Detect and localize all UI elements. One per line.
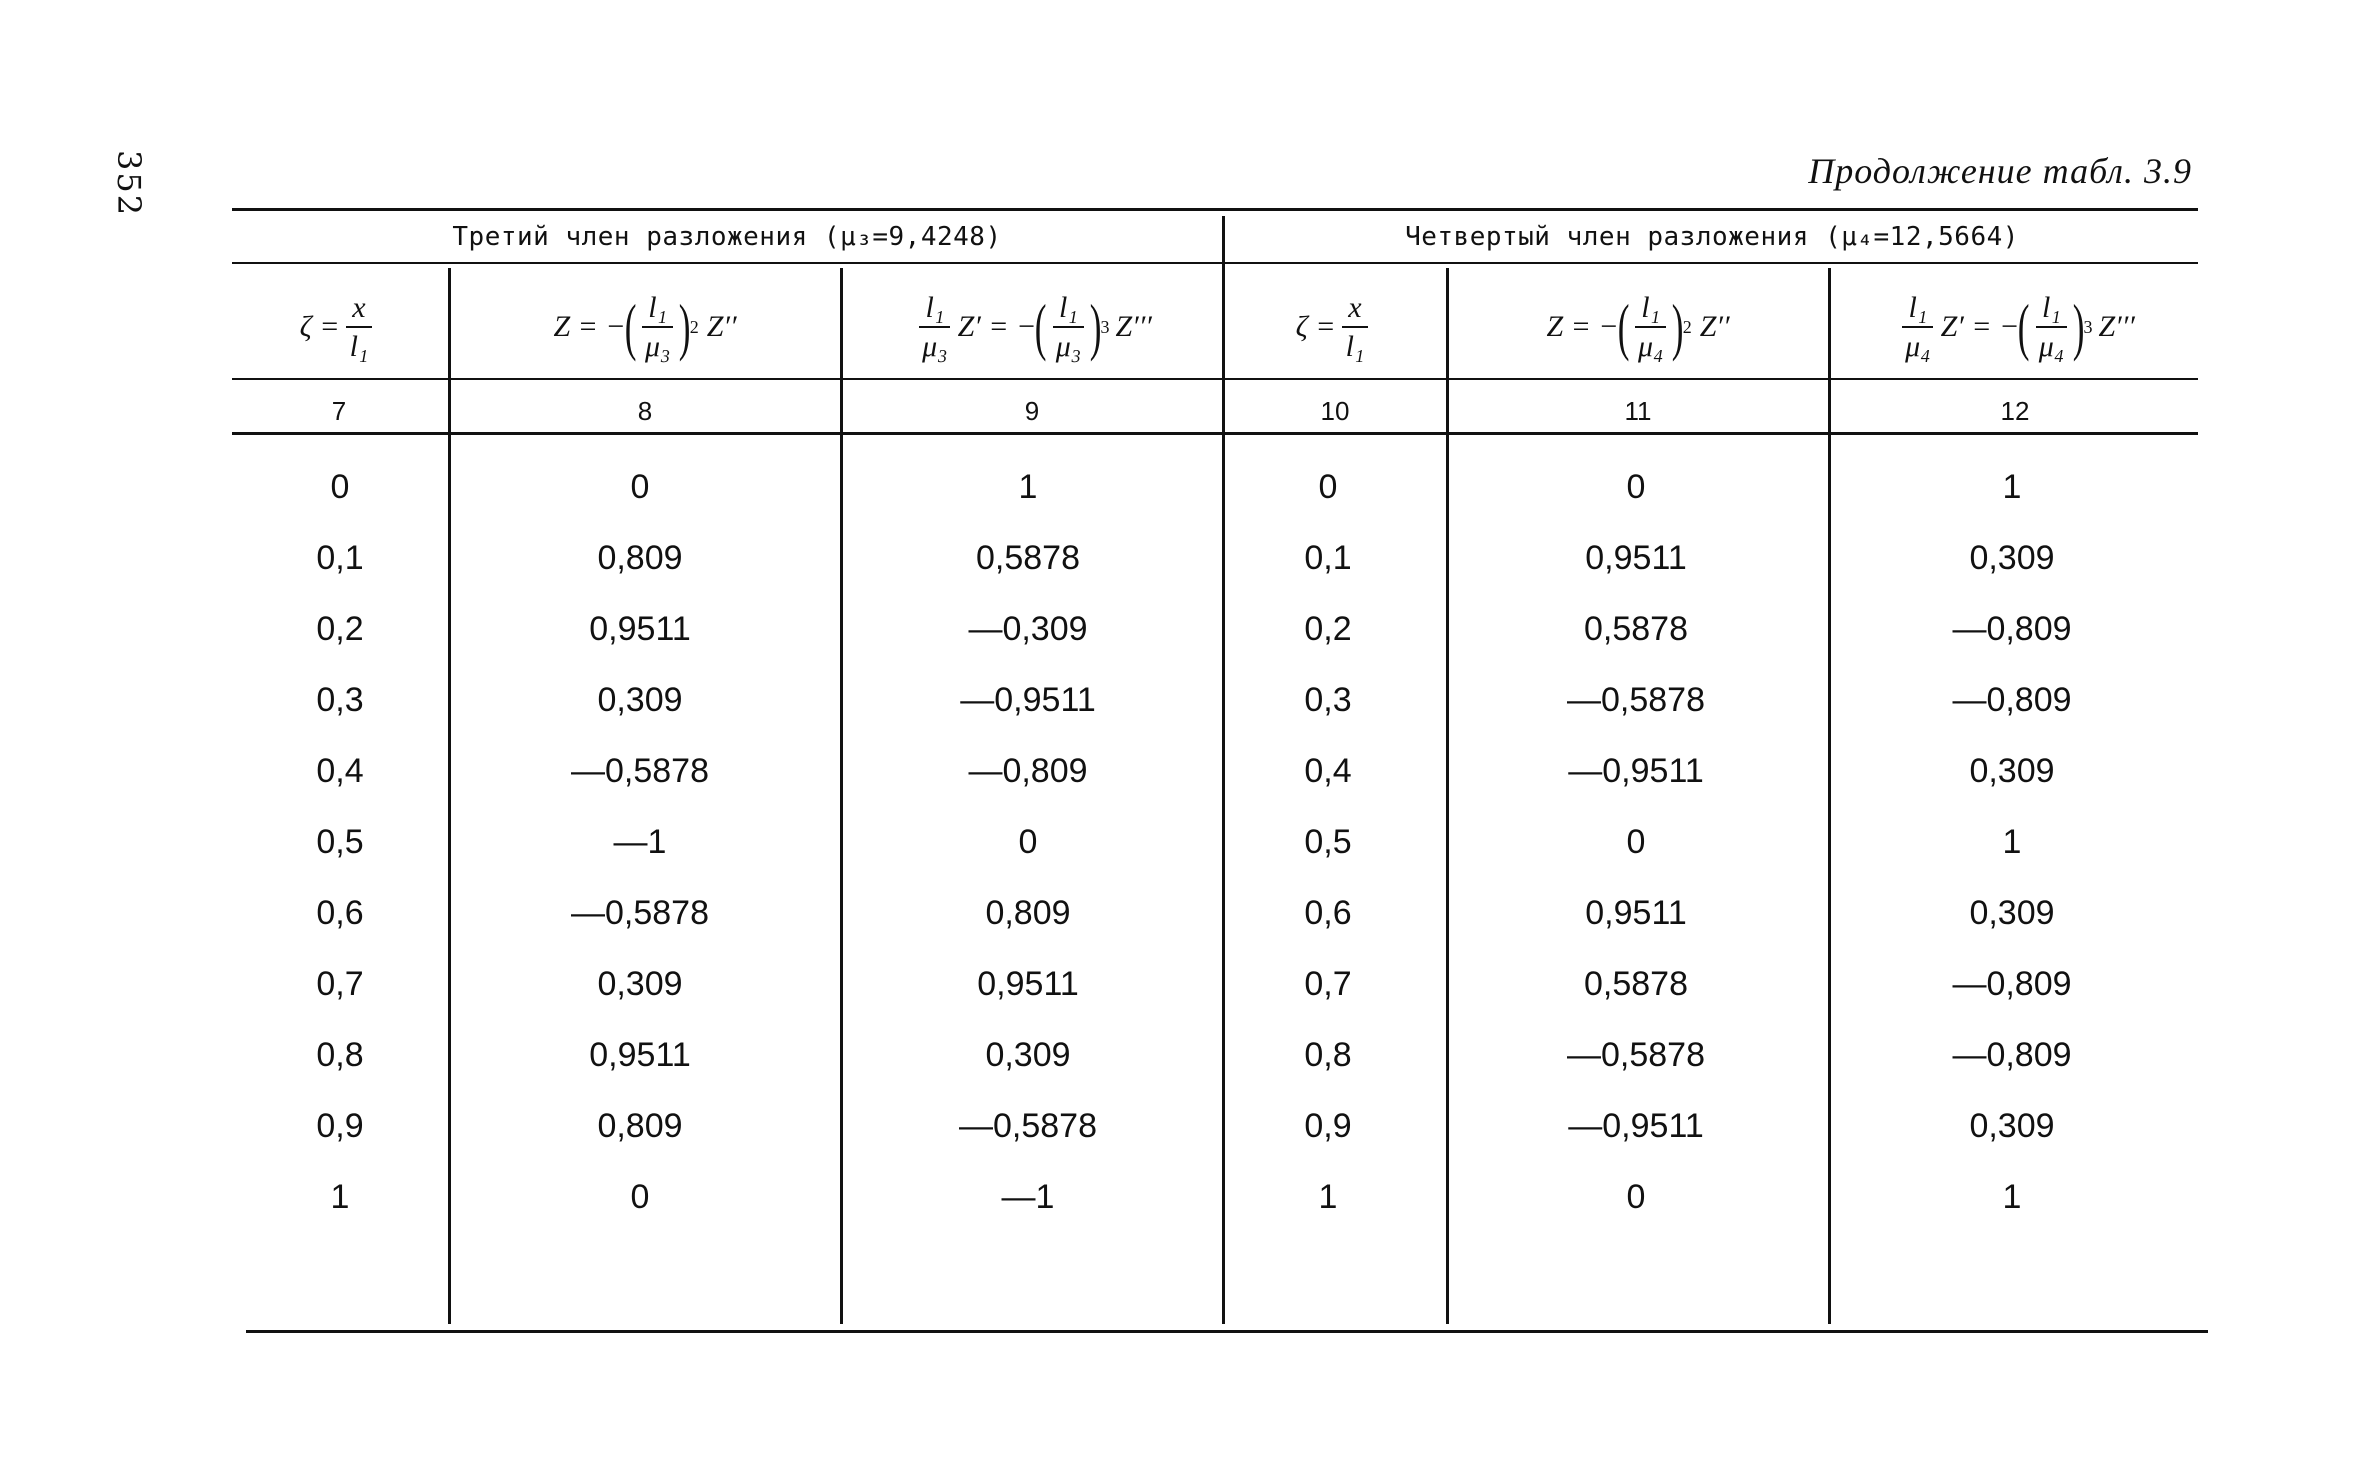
left-paren-glyph: (: [1035, 291, 1047, 362]
table-cell: 0,2: [1304, 610, 1352, 648]
column-divider: [1446, 268, 1449, 1324]
table-cell: 0: [1626, 468, 1646, 506]
table-cell: 1: [2002, 1178, 2022, 1216]
table-cell: 0,5878: [1584, 610, 1688, 648]
formula-lhs: ζ =: [1295, 310, 1336, 343]
table-cell: 0,309: [985, 1036, 1071, 1074]
left-paren-glyph: (: [2018, 291, 2030, 362]
fraction: [2033, 291, 2071, 363]
formula-rule: [232, 378, 2198, 380]
table-cell: —0,5878: [1567, 1036, 1705, 1074]
formula-lhs: ζ =: [299, 310, 340, 343]
table-cell: 0,809: [597, 539, 683, 577]
table-cell: 0,809: [985, 894, 1071, 932]
column-number: 9: [1024, 396, 1040, 426]
table-bottom-rule: [246, 1330, 2208, 1333]
table-cell: —1: [1001, 1178, 1055, 1216]
fraction: [639, 291, 677, 363]
fraction-denominator: l₁: [349, 330, 369, 363]
page-number: 352: [110, 150, 148, 218]
fraction: [1632, 291, 1670, 363]
formula-rhs: Z′′′: [1115, 310, 1152, 343]
table-cell: 0,9511: [1585, 894, 1687, 932]
table-cell: 0,3: [316, 681, 364, 719]
table-cell: 0,309: [1969, 539, 2055, 577]
table-cell: 0: [1018, 823, 1038, 861]
table-cell: 0,1: [316, 539, 364, 577]
table-cell: —0,5878: [571, 752, 709, 790]
table-cell: 1: [2002, 823, 2022, 861]
formula-rhs: Z′′′: [2098, 310, 2135, 343]
fraction: [344, 291, 375, 363]
table-cell: 1: [2002, 468, 2022, 506]
fraction-numerator: l₁: [1053, 291, 1084, 328]
formula-mid: Z′ = −: [957, 310, 1037, 343]
fraction-numerator: l₁: [919, 291, 950, 328]
exponent: 2: [689, 316, 699, 337]
column-divider: [840, 268, 843, 1324]
table-cell: 0,8: [1304, 1036, 1352, 1074]
table-cell: 0,309: [1969, 752, 2055, 790]
fraction-denominator: l₁: [1345, 330, 1365, 363]
fraction-denominator: μ₄: [1905, 330, 1931, 363]
table-cell: —0,9511: [960, 681, 1096, 719]
column-number: 12: [2000, 396, 2030, 426]
table-cell: 0,9: [1304, 1107, 1352, 1145]
table-cell: —0,9511: [1568, 752, 1704, 790]
table-cell: 0,2: [316, 610, 364, 648]
formula-rhs: Z′′: [1699, 310, 1730, 343]
left-paren-glyph: (: [1617, 291, 1630, 362]
table-cell: 0: [1626, 823, 1646, 861]
table-cell: 0,309: [597, 681, 683, 719]
formula-zeta-col7: [232, 282, 446, 372]
table-cell: 0,1: [1304, 539, 1352, 577]
column-number: 10: [1320, 396, 1350, 426]
exponent: 3: [1100, 316, 1110, 337]
fraction-numerator: l₁: [2036, 291, 2067, 328]
table-cell: 0,5: [1304, 823, 1352, 861]
formula-z-col8: [452, 282, 838, 372]
column-divider: [448, 268, 451, 1324]
table-cell: 0,9511: [977, 965, 1079, 1003]
table-cell: 0: [1318, 468, 1338, 506]
table-cell: —0,5878: [1567, 681, 1705, 719]
table-cell: 0: [630, 1178, 650, 1216]
fraction: [1899, 291, 1937, 363]
table-cell: —0,809: [1952, 681, 2072, 719]
table-top-rule: [232, 208, 2198, 211]
table-cell: 0,3: [1304, 681, 1352, 719]
group-header-rule: [232, 262, 2198, 264]
fraction-denominator: μ₃: [1055, 330, 1082, 363]
fraction-numerator: l₁: [1902, 291, 1933, 328]
table-cell: 0,6: [316, 894, 364, 932]
column-divider: [1828, 268, 1831, 1324]
fraction: [1340, 291, 1371, 363]
formula-lhs: Z = −: [1546, 310, 1619, 343]
table-cell: 1: [1318, 1178, 1338, 1216]
table-cell: 0,8: [316, 1036, 364, 1074]
group-header-third-term: Третий член разложения (μ₃=9,4248): [452, 222, 1002, 252]
table-cell: 0,6: [1304, 894, 1352, 932]
table-cell: 0,4: [316, 752, 364, 790]
table-cell: —0,809: [968, 752, 1088, 790]
left-paren-glyph: (: [624, 291, 637, 362]
table-cell: 0,9511: [1585, 539, 1687, 577]
fraction-numerator: l₁: [642, 291, 673, 328]
table-cell: 0,9511: [589, 610, 691, 648]
table-cell: 0,5: [316, 823, 364, 861]
fraction-denominator: μ₄: [2038, 330, 2065, 363]
right-paren-glyph: ): [1672, 291, 1684, 362]
fraction: [1050, 291, 1088, 363]
exponent: 3: [2083, 316, 2093, 337]
table-cell: —0,5878: [571, 894, 709, 932]
table-cell: 0: [1626, 1178, 1646, 1216]
formula-zeta-col10: [1226, 282, 1444, 372]
table-continuation-caption: Продолжение табл. 3.9: [1808, 151, 2192, 191]
fraction-numerator: x: [346, 291, 371, 328]
fraction: [916, 291, 954, 363]
formula-mid: Z′ = −: [1940, 310, 2020, 343]
formula-rhs: Z′′: [706, 310, 737, 343]
table-cell: —0,309: [968, 610, 1088, 648]
table-cell: 0,7: [1304, 965, 1352, 1003]
column-number: 11: [1624, 396, 1652, 426]
table-cell: 1: [1018, 468, 1038, 506]
table-cell: —0,809: [1952, 1036, 2072, 1074]
group-header-fourth-term: Четвертый член разложения (μ₄=12,5664): [1405, 222, 2019, 252]
formula-lhs: Z = −: [553, 310, 626, 343]
fraction-denominator: μ₃: [644, 330, 671, 363]
fraction-numerator: l₁: [1635, 291, 1666, 328]
table-cell: 0: [330, 468, 350, 506]
formula-zprime-col9: [844, 282, 1220, 372]
table-cell: 0,309: [1969, 1107, 2055, 1145]
fraction-numerator: x: [1342, 291, 1367, 328]
right-paren-glyph: ): [2072, 291, 2085, 362]
table-cell: 0,5878: [1584, 965, 1688, 1003]
table-cell: 0,7: [316, 965, 364, 1003]
formula-z-col11: [1450, 282, 1826, 372]
table-cell: 0: [630, 468, 650, 506]
right-paren-glyph: ): [679, 291, 691, 362]
table-cell: —1: [613, 823, 667, 861]
right-paren-glyph: ): [1089, 291, 1102, 362]
table-cell: —0,5878: [959, 1107, 1097, 1145]
exponent: 2: [1682, 316, 1692, 337]
table-cell: 1: [330, 1178, 350, 1216]
table-cell: 0,9511: [589, 1036, 691, 1074]
table-cell: —0,809: [1952, 610, 2072, 648]
column-number-rule: [232, 432, 2198, 435]
fraction-denominator: μ₃: [922, 330, 948, 363]
fraction-denominator: μ₄: [1637, 330, 1664, 363]
table-cell: 0,4: [1304, 752, 1352, 790]
formula-zprime-col12: [1832, 282, 2198, 372]
table-cell: 0,809: [597, 1107, 683, 1145]
column-number: 8: [637, 396, 653, 426]
table-cell: 0,309: [1969, 894, 2055, 932]
column-number: 7: [331, 396, 347, 426]
table-cell: —0,809: [1952, 965, 2072, 1003]
table-cell: 0,309: [597, 965, 683, 1003]
table-cell: 0,9: [316, 1107, 364, 1145]
table-cell: —0,9511: [1568, 1107, 1704, 1145]
table-cell: 0,5878: [976, 539, 1080, 577]
